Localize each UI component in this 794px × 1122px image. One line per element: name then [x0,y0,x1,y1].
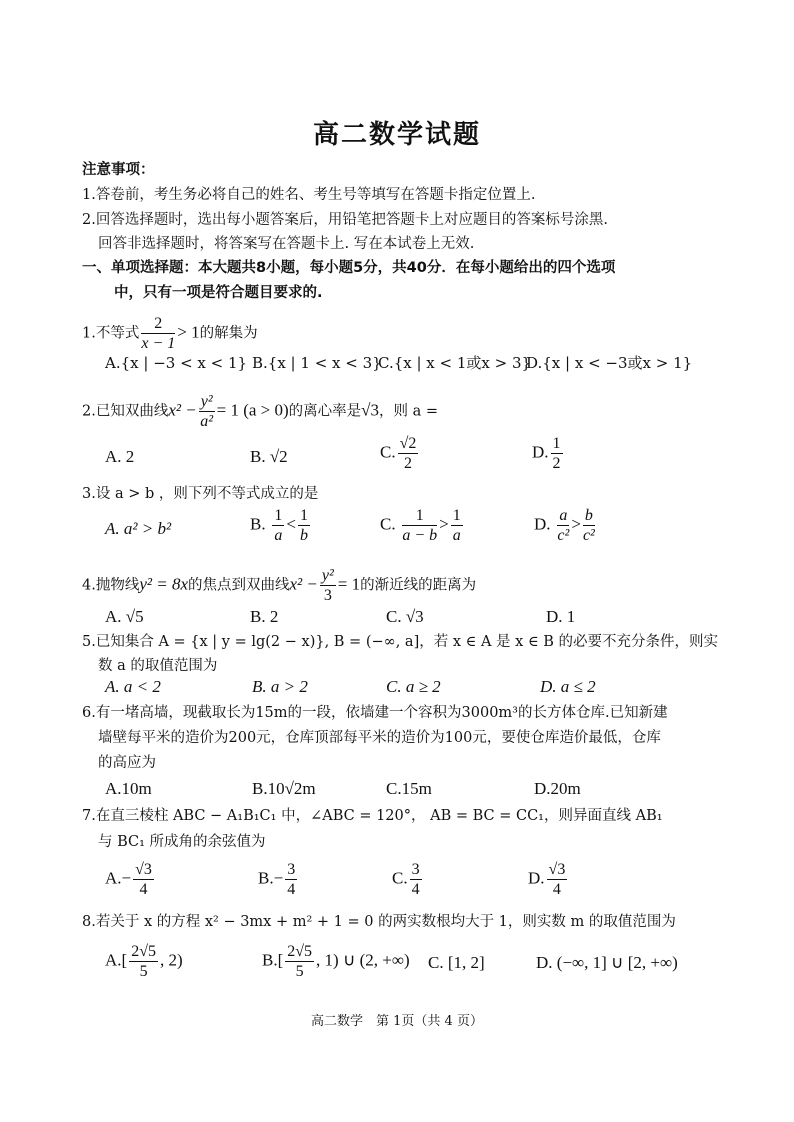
q6-option-b: B.10√2m [252,779,316,798]
q1-post: 的解集为 [199,325,258,342]
q2-d-den: 2 [552,455,561,472]
section-heading: 一、单项选择题：本大题共8小题，每小题5分，共40分．在每小题给出的四个选项 [82,260,616,276]
page-title: 高二数学试题 [312,120,481,150]
question-5-line-2: 数 a 的取值范围为 [98,658,218,674]
q6-option-a: A.10m [105,779,152,798]
q4-option-a: A. √5 [105,607,144,626]
q3-option-c: C. $\frac{1}{a - b}$ > $\frac{1}{a}$ [380,507,461,544]
q7-b-den: 4 [287,881,296,898]
q4-mid: 的焦点到双曲线 [188,577,290,594]
q8-option-b [262,942,410,981]
question-4 [82,566,476,605]
q3-option-a: A. a² > b² [105,519,172,538]
q7-d-fraction [547,860,568,899]
q4-option-d: D. 1 [546,607,576,626]
q2-frac-den: a² [200,413,214,430]
question-5-line-1: 5.已知集合 A = {x | y = lg(2 − x)}, B = (−∞, a]，若 x ∈ A 是 x ∈ B 的必要不充分条件，则实 [82,634,719,650]
q1-fraction [141,314,175,353]
q7-b-label: B. [258,868,274,888]
q3-option-b: B. $\frac{1}{a}$ < $\frac{1}{b}$ [250,507,308,544]
q2-c-fraction [398,434,419,473]
q8-b-label: B.[ [262,950,284,970]
q2-c-den: 2 [403,455,412,472]
section-heading-cont: 中，只有一项是符合题目要求的. [114,285,323,301]
q5-option-c: C. a ≥ 2 [386,677,441,696]
q2-option-d [532,434,565,473]
q7-a-num: √3 [135,861,152,878]
q3-c-label: C. [380,514,396,534]
q6-option-c: C.15m [386,779,432,798]
notice-heading: 注意事项： [82,162,155,178]
q1-option-b: B.{x | 1 < x < 3} [252,354,382,372]
q7-c-fraction [410,860,422,899]
q3-c-frac2: $\frac{1}{a}$ [452,507,461,544]
q8-option-d: D. (−∞, 1] ∪ [2, +∞) [536,953,678,972]
q2-d-fraction [551,434,563,473]
q2-mid: 的离心率是 [288,403,362,420]
q4-eq1: y² = 8x [139,574,189,594]
q2-val: √3 [361,400,380,420]
q1-rel: > 1 [177,322,200,342]
q7-option-c [392,860,424,899]
q2-option-b: B. √2 [250,447,288,466]
question-3: 3.设 a > b ，则下列不等式成立的是 [82,486,319,502]
q2-rhs: = 1 (a > 0) [216,400,289,420]
q1-pre: 1.不等式 [82,325,140,342]
q4-frac-den: 3 [323,587,332,604]
q7-option-a [105,860,156,899]
question-6-line-3: 的高应为 [98,755,156,771]
q7-option-d [528,860,569,899]
q2-fraction [199,392,215,431]
q5-option-a: A. a < 2 [105,677,161,696]
q1-option-c: C.{x | x < 1或x > 3} [378,354,532,372]
q2-c-label: C. [380,442,396,462]
q7-c-den: 4 [411,881,420,898]
q8-a-num: 2√5 [131,943,156,960]
q7-a-label: A. [105,868,122,888]
notice-item-2: 2.回答选择题时，选出每小题答案后，用铅笔把答题卡上对应题目的答案标号涂黑. [82,212,608,228]
q7-a-den: 4 [139,881,148,898]
q5-option-b: B. a > 2 [252,677,308,696]
q7-d-num: √3 [548,861,566,878]
q8-a-post: , 2) [159,950,183,970]
q2-c-num: √2 [399,435,417,452]
q3-d-label: D. [534,514,551,534]
q2-post: ，则 a = [379,403,439,420]
q6-option-d: D.20m [534,779,581,798]
question-1 [82,314,258,353]
q2-d-num: 1 [552,435,561,452]
q4-frac-num: y² [321,567,334,584]
q8-a-label: A.[ [105,950,128,970]
notice-item-3: 回答非选择题时，将答案写在答题卡上. 写在本试卷上无效. [98,236,475,252]
q1-option-a: A.{x | −3 < x < 1} [105,354,248,372]
q8-option-a [105,942,183,981]
q3-b-frac1: $\frac{1}{a}$ [274,507,283,544]
question-6-line-1: 6.有一堵高墙，现截取长为15m的一段，依墙建一个容积为3000m³的长方体仓库.已知新建 [82,705,668,721]
q7-a-fraction [133,860,154,899]
q8-b-post: , 1) ∪ (2, +∞) [316,950,410,970]
q3-option-d: D. $\frac{a}{\text{c²}}$ > $\frac{b}{\text{c²}}$ [534,507,595,544]
q7-option-b [258,860,299,899]
q2-option-a: A. 2 [105,447,135,466]
page-footer: 高二数学 第 1页（共 4 页） [311,1014,483,1029]
q3-d-frac2: $\frac{b}{\text{c²}}$ [582,507,595,544]
q4-post: 的渐近线的距离为 [360,577,477,594]
q1-frac-num: 2 [141,314,175,334]
notice-item-1: 1.答卷前，考生务必将自己的姓名、考生号等填写在答题卡指定位置上. [82,187,536,203]
q4-rhs: = 1 [337,574,361,594]
q8-b-num: 2√5 [287,943,313,960]
q3-c-frac1: $\frac{1}{a - b}$ [402,507,438,544]
q1-frac-den: x − 1 [141,335,176,352]
q3-b-label: B. [250,514,266,534]
q7-b-sign: − [273,868,284,888]
q2-option-c [380,434,420,473]
q2-pre: 2.已知双曲线 [82,403,169,420]
q8-b-den: 5 [295,963,304,980]
q2-lhs: x² − [168,400,197,420]
q2-frac-num: y² [200,393,213,410]
q3-d-frac1: $\frac{a}{\text{c²}}$ [557,507,570,544]
q7-d-label: D. [528,868,545,888]
q3-b-frac2: $\frac{1}{b}$ [299,507,308,544]
q4-option-b: B. 2 [250,607,279,626]
question-8: 8.若关于 x 的方程 x² − 3mx + m² + 1 = 0 的两实数根均大于 1，则实数 m 的取值范围为 [82,914,676,930]
q5-option-d: D. a ≤ 2 [540,677,596,696]
question-6-line-2: 墙壁每平米的造价为200元，仓库顶部每平米的造价为100元，要使仓库造价最低，仓库 [98,730,661,746]
q7-c-num: 3 [411,861,420,878]
q4-lhs: x² − [289,574,318,594]
question-2 [82,392,438,431]
q7-b-fraction [285,860,297,899]
q7-a-sign: − [121,868,132,888]
q8-b-fraction [285,942,314,981]
q7-d-den: 4 [552,881,561,898]
q4-pre: 4.抛物线 [82,577,140,594]
q8-option-c: C. [1, 2] [428,953,485,972]
q1-option-d: D.{x | x < −3或x > 1} [526,354,693,372]
q2-d-label: D. [532,442,549,462]
question-7-line-2: 与 BC₁ 所成角的余弦值为 [98,834,266,850]
q8-a-den: 5 [139,963,148,980]
q4-option-c: C. √3 [386,607,424,626]
q7-c-label: C. [392,868,408,888]
q7-b-num: 3 [287,861,296,878]
q8-a-fraction [129,942,158,981]
q4-fraction [320,566,336,605]
question-7-line-1: 7.在直三棱柱 ABC − A₁B₁C₁ 中，∠ABC = 120°， AB = BC = CC₁，则异面直线 AB₁ [82,808,663,824]
